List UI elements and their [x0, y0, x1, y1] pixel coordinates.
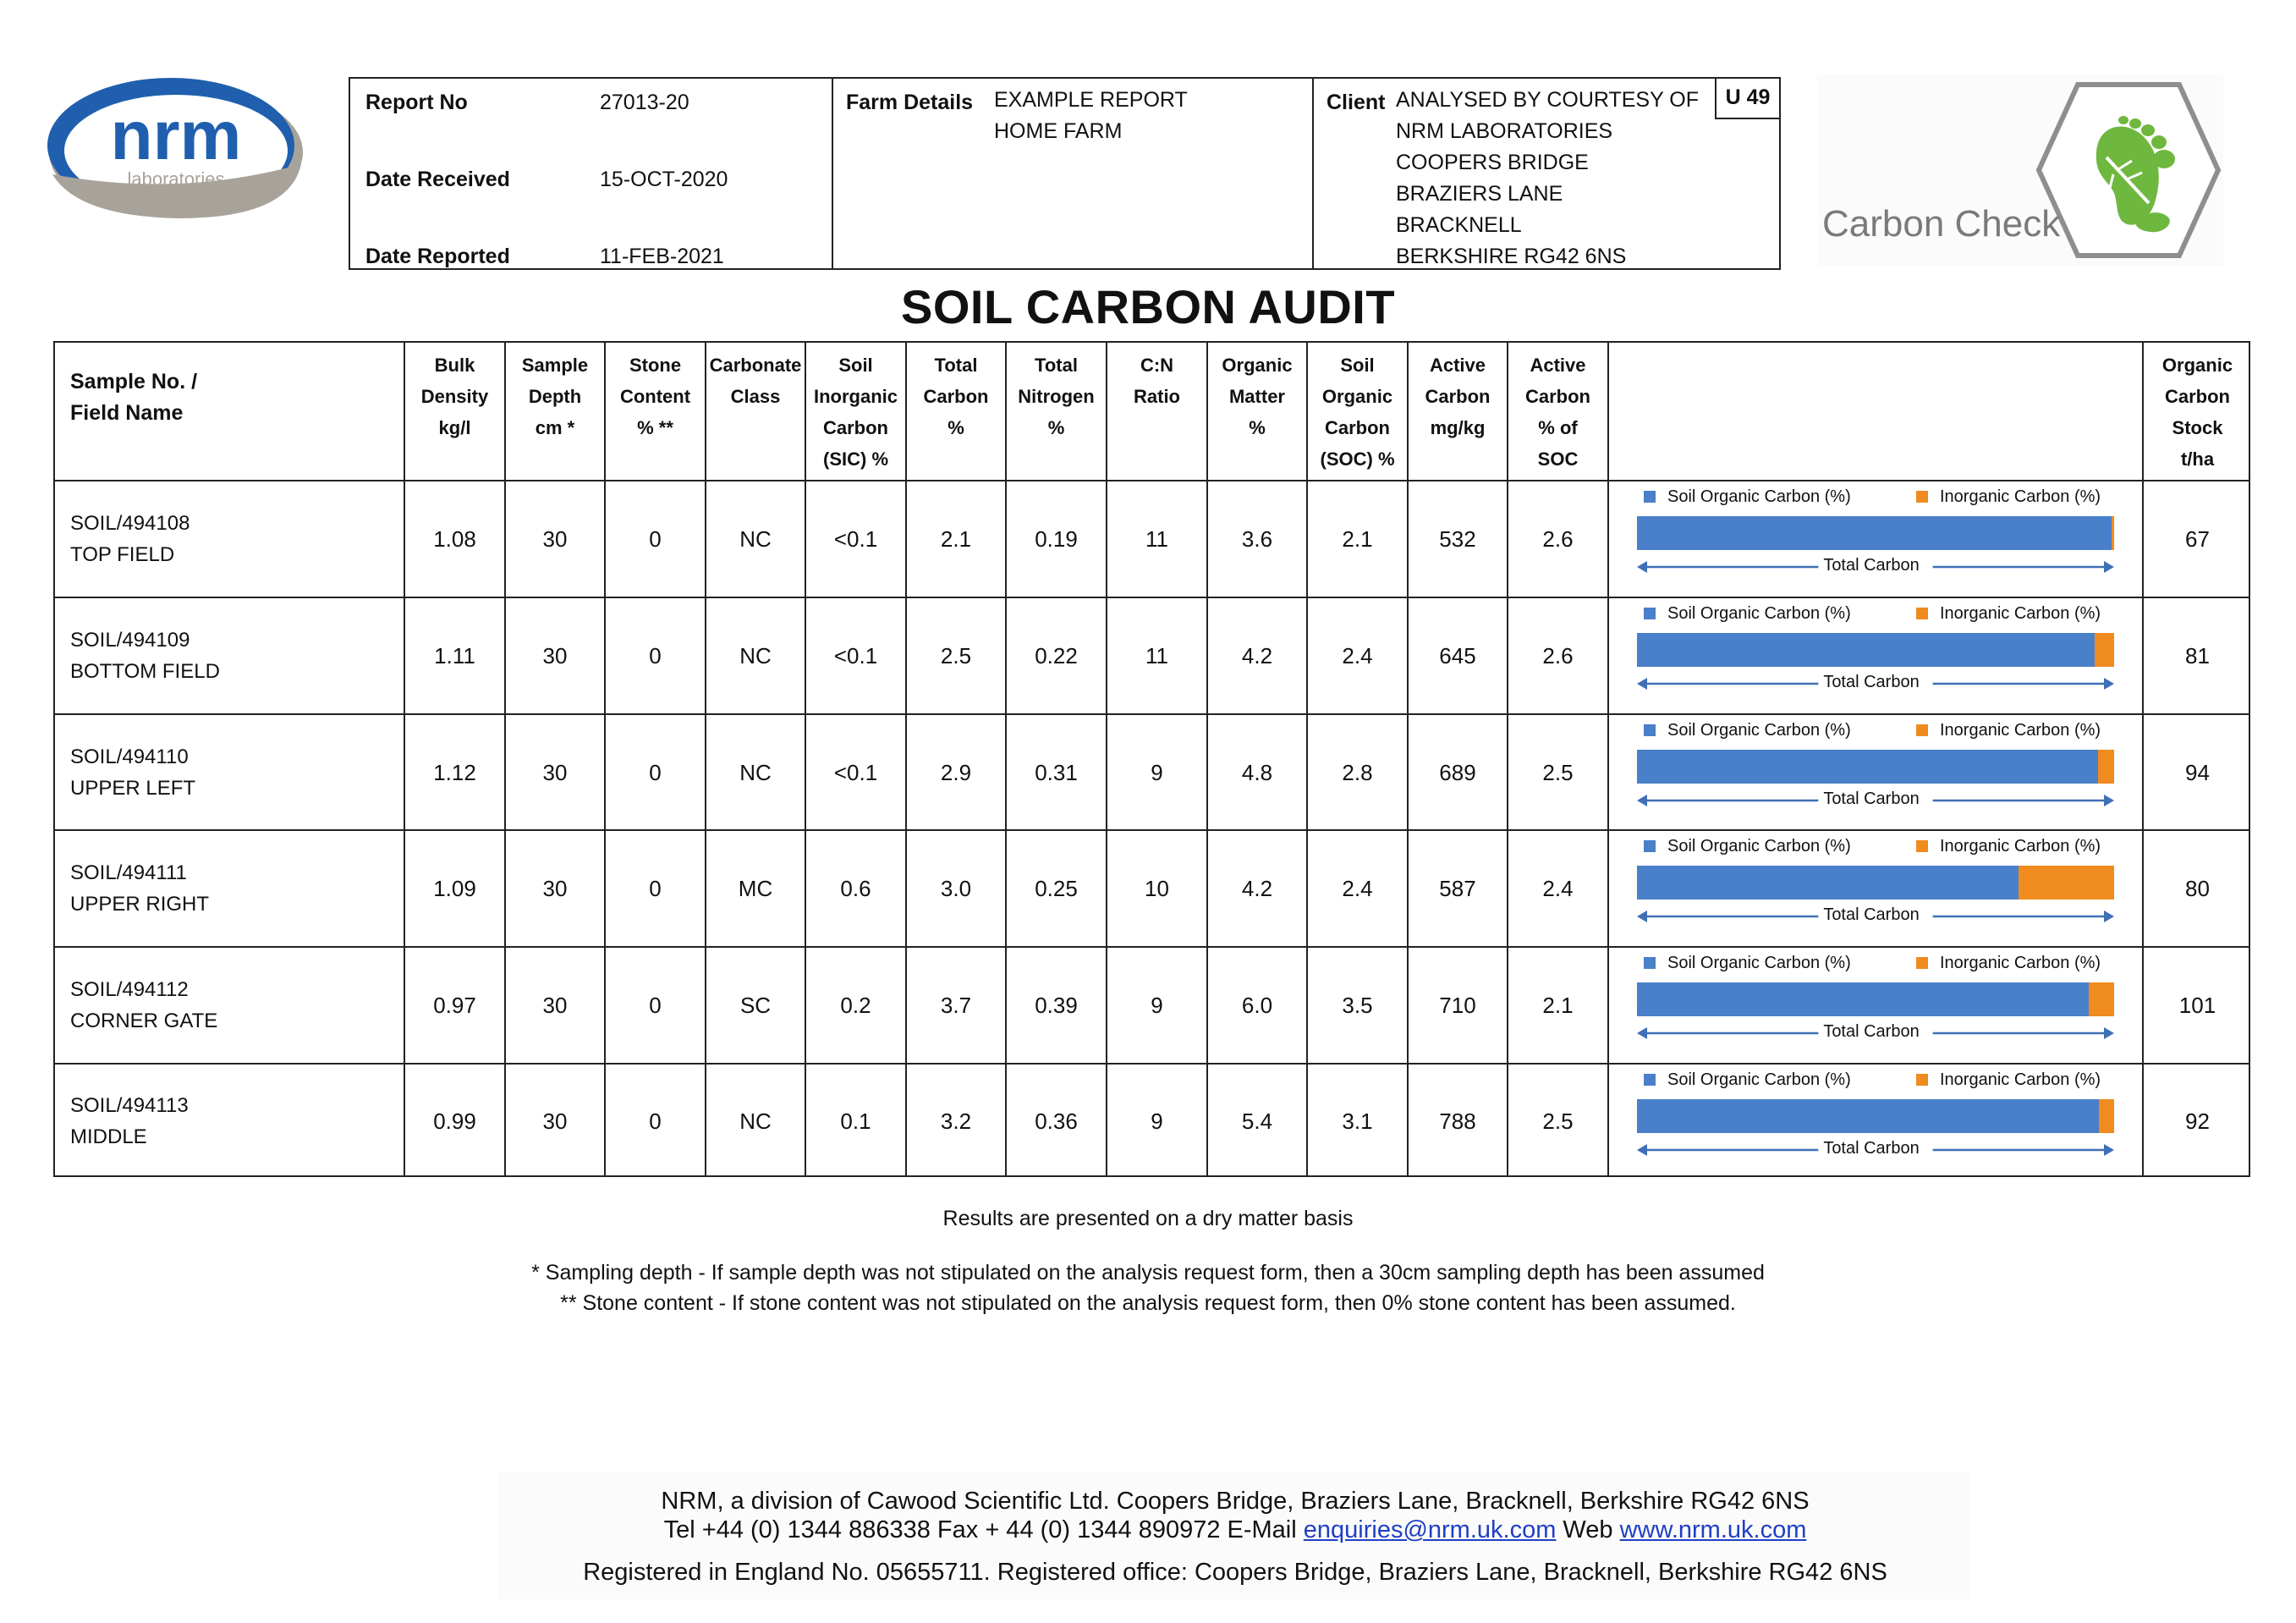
client-line: BERKSHIRE RG42 6NS: [1396, 245, 1627, 268]
carbon-stock-cell: 67: [2185, 526, 2210, 552]
legend-inorganic: [1916, 604, 2101, 624]
carbon-split-chart: [1637, 830, 2114, 947]
sample-name-cell: [70, 508, 190, 570]
value-cell: 0: [649, 643, 662, 668]
carbon-stock-cell: 92: [2185, 1109, 2210, 1134]
svg-text:Carbon Check: Carbon Check: [1822, 203, 2061, 245]
legend-soc-swatch: [1644, 1074, 1656, 1086]
value-cell: 3.6: [1241, 526, 1273, 552]
legend-soc-label: Soil Organic Carbon (%): [1667, 487, 1851, 506]
total-carbon-label: Total Carbon: [1823, 556, 1920, 575]
farm-details-section: [832, 79, 1314, 268]
value-cell: 2.5: [940, 643, 972, 668]
client-line: ANALYSED BY COURTESY OF: [1396, 88, 1699, 112]
soc-bar-segment: [1637, 516, 2112, 550]
farm-line: HOME FARM: [994, 119, 1123, 143]
arrow-head-left: [1637, 911, 1647, 922]
legend-soc: [1644, 721, 1851, 740]
depth-footnote: * Sampling depth - If sample depth was not stipulated on the analysis request form, then a 30cm sampling depth has been assumed: [531, 1261, 1765, 1285]
arrow-head-right: [2104, 561, 2114, 573]
header-line: Organic: [2161, 355, 2233, 376]
website-link[interactable]: www.nrm.uk.com: [1619, 1516, 1807, 1543]
arrow-head-left: [1637, 1144, 1647, 1156]
value-cell: 2.5: [1542, 1109, 1574, 1134]
legend-soc-swatch: [1644, 840, 1656, 852]
company-footer: [499, 1472, 1971, 1599]
value-cell: 0.31: [1035, 759, 1078, 785]
header-line: Carbon: [923, 386, 989, 407]
value-cell: 2.8: [1342, 759, 1373, 785]
total-carbon-span: [1637, 1022, 2114, 1042]
value-cell: 710: [1439, 993, 1476, 1018]
total-carbon-span: [1637, 1139, 2114, 1158]
stone-footnote: ** Stone content - If stone content was not stipulated on the analysis request form, then 0% stone content has been assumed.: [560, 1291, 1736, 1315]
header-column: [404, 349, 505, 443]
header-line: Carbon: [1425, 386, 1491, 407]
value-cell: 0: [649, 759, 662, 785]
value-cell: 0.19: [1035, 526, 1078, 552]
client-line: BRACKNELL: [1396, 213, 1522, 237]
farm-line: EXAMPLE REPORT: [994, 88, 1188, 112]
header-line: Organic: [1222, 355, 1293, 376]
inorganic-bar-segment: [2112, 516, 2114, 550]
farm-details-label: Farm Details: [846, 91, 974, 114]
header-line: Content: [619, 386, 691, 407]
header-line: Soil: [1340, 355, 1375, 376]
inorganic-bar-segment: [2089, 982, 2114, 1016]
value-cell: 2.9: [940, 759, 972, 785]
sample-name-cell: [70, 974, 217, 1037]
value-cell: 0.36: [1035, 1109, 1078, 1134]
legend-soc: [1644, 604, 1851, 624]
value-cell: 3.2: [940, 1109, 972, 1134]
date-reported-value: 11-FEB-2021: [600, 245, 724, 268]
arrow-head-right: [2104, 1027, 2114, 1039]
value-cell: NC: [739, 759, 772, 785]
client-line: NRM LABORATORIES: [1396, 119, 1613, 143]
header-line: (SOC) %: [1320, 448, 1395, 470]
inorganic-bar-segment: [2095, 633, 2114, 667]
header-line: Nitrogen: [1018, 386, 1095, 407]
total-carbon-label: Total Carbon: [1823, 1022, 1920, 1041]
legend-soc-label: Soil Organic Carbon (%): [1667, 721, 1851, 740]
header-line: Carbon: [1325, 417, 1390, 438]
soc-bar-segment: [1637, 866, 2019, 900]
header-carbon-stock: [2143, 349, 2252, 475]
header-line: Ratio: [1134, 386, 1180, 407]
carbon-check-logo: [1817, 74, 2223, 266]
value-cell: 0.6: [840, 876, 871, 901]
header-line: %: [948, 417, 964, 438]
total-carbon-label: Total Carbon: [1823, 1139, 1920, 1158]
value-cell: 0.25: [1035, 876, 1078, 901]
carbon-stock-cell: 80: [2185, 876, 2210, 901]
field-name: MIDDLE: [70, 1125, 147, 1148]
legend-inorganic-label: Inorganic Carbon (%): [1940, 721, 2101, 740]
legend-inorganic: [1916, 837, 2101, 856]
value-cell: 3.7: [940, 993, 972, 1018]
value-cell: 5.4: [1241, 1109, 1273, 1134]
header-line: Carbon: [1525, 386, 1590, 407]
value-cell: 0: [649, 993, 662, 1018]
total-carbon-label: Total Carbon: [1823, 673, 1920, 691]
svg-text:laboratories: laboratories: [127, 168, 225, 190]
total-carbon-span: [1637, 789, 2114, 809]
value-cell: MC: [738, 876, 773, 901]
value-cell: 0.39: [1035, 993, 1078, 1018]
header-line: t/ha: [2180, 448, 2215, 470]
web-label: Web: [1556, 1516, 1620, 1543]
value-cell: 11: [1145, 643, 1168, 668]
field-name: CORNER GATE: [70, 1010, 218, 1032]
value-cell: 3.1: [1342, 1109, 1373, 1134]
legend-soc: [1644, 837, 1851, 856]
arrow-head-right: [2104, 795, 2114, 806]
soc-bar-segment: [1637, 633, 2095, 667]
inorganic-bar-segment: [2098, 750, 2114, 784]
header-line: % **: [637, 417, 673, 438]
value-cell: 1.09: [433, 876, 476, 901]
header-column: [1006, 349, 1107, 443]
carbon-stacked-bar: [1637, 633, 2114, 667]
legend-soc: [1644, 1070, 1851, 1090]
total-carbon-label: Total Carbon: [1823, 905, 1920, 924]
value-cell: 645: [1439, 643, 1476, 668]
value-cell: 0: [649, 526, 662, 552]
header-column: [906, 349, 1006, 443]
report-header-box: [349, 77, 1781, 270]
value-cell: 2.4: [1342, 876, 1373, 901]
value-cell: 9: [1151, 993, 1163, 1018]
carbon-stacked-bar: [1637, 516, 2114, 550]
value-cell: <0.1: [833, 526, 878, 552]
sample-number: SOIL/494112: [70, 978, 189, 1001]
value-cell: 0: [649, 1109, 662, 1134]
header-line: % of: [1538, 417, 1578, 438]
client-label: Client: [1327, 91, 1386, 114]
header-line: Soil: [838, 355, 873, 376]
value-cell: NC: [739, 526, 772, 552]
value-cell: 2.1: [940, 526, 972, 552]
value-cell: 2.1: [1542, 993, 1574, 1018]
value-cell: 30: [542, 1109, 568, 1134]
legend-inorganic-swatch: [1916, 491, 1928, 503]
legend-soc-swatch: [1644, 608, 1656, 619]
header-line: %: [1249, 417, 1266, 438]
total-carbon-span: [1637, 558, 2114, 575]
carbon-stacked-bar: [1637, 1099, 2114, 1133]
value-cell: 4.2: [1241, 876, 1273, 901]
header-column: [1508, 349, 1608, 475]
header-column: [1408, 349, 1508, 443]
carbon-stock-cell: 81: [2185, 643, 2210, 668]
header-column: [805, 349, 906, 475]
carbon-stacked-bar: [1637, 982, 2114, 1016]
inorganic-bar-segment: [2099, 1099, 2114, 1133]
value-cell: 2.4: [1342, 643, 1373, 668]
date-received-value: 15-OCT-2020: [600, 168, 728, 191]
header-line: SOC: [1537, 448, 1579, 470]
value-cell: <0.1: [833, 643, 878, 668]
value-cell: 4.2: [1241, 643, 1273, 668]
nrm-laboratories-logo: [44, 74, 308, 225]
header-column: [505, 349, 605, 443]
header-line: Total: [934, 355, 978, 376]
value-cell: 2.4: [1542, 876, 1574, 901]
email-link[interactable]: enquiries@nrm.uk.com: [1303, 1516, 1557, 1543]
footer-phone-fax: Tel +44 (0) 1344 886338 Fax + 44 (0) 1344 890972 E-Mail: [663, 1516, 1304, 1543]
total-carbon-label: Total Carbon: [1823, 789, 1920, 808]
legend-inorganic-swatch: [1916, 608, 1928, 619]
header-line: (SIC) %: [823, 448, 888, 470]
soc-bar-segment: [1637, 1099, 2099, 1133]
value-cell: 2.6: [1542, 526, 1574, 552]
header-line: kg/l: [438, 417, 471, 438]
legend-soc-swatch: [1644, 724, 1656, 736]
legend-inorganic: [1916, 954, 2101, 973]
value-cell: 689: [1439, 759, 1476, 785]
value-cell: 532: [1439, 526, 1476, 552]
value-cell: 1.11: [434, 643, 475, 668]
legend-inorganic-label: Inorganic Carbon (%): [1940, 954, 2101, 972]
carbon-split-chart: [1637, 714, 2114, 830]
header-line: Density: [420, 386, 489, 407]
report-no-label: Report No: [365, 91, 468, 114]
header-column: [1107, 349, 1207, 412]
carbon-stacked-bar: [1637, 866, 2114, 900]
sample-name-cell: [70, 857, 209, 920]
value-cell: 587: [1439, 876, 1476, 901]
header-line: Inorganic: [813, 386, 898, 407]
legend-soc-label: Soil Organic Carbon (%): [1667, 604, 1851, 623]
value-cell: 788: [1439, 1109, 1476, 1134]
header-line: Carbonate: [709, 355, 802, 376]
value-cell: 0.99: [433, 1109, 476, 1134]
date-reported-label: Date Reported: [365, 245, 510, 268]
value-cell: 6.0: [1241, 993, 1273, 1018]
value-cell: 3.5: [1342, 993, 1373, 1018]
header-line: Active: [1429, 355, 1486, 376]
arrow-head-right: [2104, 911, 2114, 922]
client-line: BRAZIERS LANE: [1396, 182, 1563, 206]
value-cell: 0.1: [840, 1109, 871, 1134]
value-cell: 1.08: [433, 526, 476, 552]
sample-number: SOIL/494109: [70, 629, 190, 652]
header-line: cm *: [535, 417, 575, 438]
value-cell: 2.6: [1542, 643, 1574, 668]
header-line: Class: [730, 386, 781, 407]
value-cell: 1.12: [433, 759, 476, 785]
legend-inorganic: [1916, 1070, 2101, 1090]
carbon-stacked-bar: [1637, 750, 2114, 784]
value-cell: 3.0: [940, 876, 972, 901]
report-no-value: 27013-20: [600, 91, 689, 114]
legend-inorganic-swatch: [1916, 840, 1928, 852]
arrow-head-left: [1637, 561, 1647, 573]
page-title: SOIL CARBON AUDIT: [900, 280, 1396, 333]
carbon-split-chart: [1637, 947, 2114, 1064]
header-column: [1307, 349, 1408, 475]
header-line: mg/kg: [1430, 417, 1486, 438]
value-cell: 0.97: [433, 993, 476, 1018]
value-cell: 2.5: [1542, 759, 1574, 785]
legend-soc-label: Soil Organic Carbon (%): [1667, 837, 1851, 856]
value-cell: 11: [1145, 526, 1168, 552]
legend-inorganic: [1916, 487, 2101, 507]
value-cell: 9: [1151, 759, 1163, 785]
value-cell: 9: [1151, 1109, 1163, 1134]
legend-inorganic-label: Inorganic Carbon (%): [1940, 604, 2101, 623]
sample-number: SOIL/494111: [70, 861, 187, 884]
total-carbon-span: [1637, 905, 2114, 925]
legend-inorganic-label: Inorganic Carbon (%): [1940, 487, 2101, 506]
report-info-section: [350, 79, 833, 268]
legend-inorganic-swatch: [1916, 724, 1928, 736]
legend-soc-swatch: [1644, 957, 1656, 969]
header-line: Stone: [629, 355, 682, 376]
footer-contact: [499, 1516, 1971, 1544]
svg-text:nrm: nrm: [110, 97, 242, 174]
value-cell: 30: [542, 993, 568, 1018]
header-column: [605, 349, 706, 443]
arrow-head-left: [1637, 678, 1647, 690]
client-line: COOPERS BRIDGE: [1396, 151, 1589, 174]
legend-soc: [1644, 487, 1851, 507]
footer-registration: Registered in England No. 05655711. Registered office: Coopers Bridge, Braziers Lane, Bracknell, Berkshire RG42 6NS: [583, 1559, 1887, 1586]
header-line: Sample: [521, 355, 589, 376]
soc-bar-segment: [1637, 750, 2098, 784]
value-cell: 0: [649, 876, 662, 901]
field-name: BOTTOM FIELD: [70, 660, 220, 683]
dry-matter-note: Results are presented on a dry matter basis: [942, 1207, 1354, 1230]
legend-soc-label: Soil Organic Carbon (%): [1667, 954, 1851, 972]
header-line: Matter: [1228, 386, 1285, 407]
sample-number: SOIL/494110: [70, 745, 189, 768]
header-line: Bulk: [434, 355, 475, 376]
footer-address: NRM, a division of Cawood Scientific Ltd. Coopers Bridge, Braziers Lane, Bracknell, Berkshire RG42 6NS: [661, 1488, 1810, 1515]
header-line: Depth: [528, 386, 582, 407]
header-line: Carbon: [823, 417, 888, 438]
header-line: Sample No. /: [70, 370, 198, 393]
report-code-badge: U 49: [1715, 79, 1779, 119]
arrow-head-left: [1637, 795, 1647, 806]
header-line: Stock: [2172, 417, 2223, 438]
value-cell: 10: [1145, 876, 1169, 901]
arrow-head-left: [1637, 1027, 1647, 1039]
sample-name-cell: [70, 624, 220, 687]
value-cell: 30: [542, 643, 568, 668]
value-cell: 30: [542, 759, 568, 785]
field-name: UPPER LEFT: [70, 776, 196, 800]
header-sample-field: [70, 366, 197, 429]
value-cell: 30: [542, 526, 568, 552]
total-carbon-span: [1637, 675, 2114, 692]
carbon-split-chart: [1637, 597, 2114, 714]
value-cell: 2.1: [1342, 526, 1373, 552]
legend-inorganic: [1916, 721, 2101, 740]
header-line: %: [1047, 417, 1065, 438]
value-cell: 0.2: [840, 993, 871, 1018]
date-received-label: Date Received: [365, 168, 510, 191]
carbon-stock-cell: 94: [2185, 759, 2210, 785]
carbon-split-chart: [1637, 481, 2114, 597]
sample-number: SOIL/494108: [70, 512, 190, 535]
value-cell: 30: [542, 876, 568, 901]
legend-inorganic-swatch: [1916, 1074, 1928, 1086]
value-cell: <0.1: [833, 759, 878, 785]
value-cell: SC: [739, 993, 772, 1018]
sample-name-cell: [70, 1090, 189, 1153]
legend-soc-label: Soil Organic Carbon (%): [1667, 1070, 1851, 1089]
header-column: [1207, 349, 1307, 443]
value-cell: 0.22: [1035, 643, 1078, 668]
legend-soc: [1644, 954, 1851, 973]
legend-inorganic-swatch: [1916, 957, 1928, 969]
client-section: [1312, 79, 1779, 268]
field-name: TOP FIELD: [70, 543, 175, 566]
header-line: Carbon: [2165, 386, 2230, 407]
sample-number: SOIL/494113: [70, 1094, 189, 1117]
header-line: Total: [1035, 355, 1078, 376]
sample-name-cell: [70, 741, 195, 804]
header-line: Active: [1530, 355, 1586, 376]
value-cell: NC: [739, 643, 772, 668]
carbon-stock-cell: 101: [2178, 993, 2216, 1018]
legend-soc-swatch: [1644, 491, 1656, 503]
carbon-split-chart: [1637, 1064, 2114, 1179]
value-cell: NC: [739, 1109, 772, 1134]
header-line: C:N: [1140, 355, 1174, 376]
soc-bar-segment: [1637, 982, 2089, 1016]
inorganic-bar-segment: [2019, 866, 2114, 900]
arrow-head-right: [2104, 1144, 2114, 1156]
arrow-head-right: [2104, 678, 2114, 690]
legend-inorganic-label: Inorganic Carbon (%): [1940, 837, 2101, 856]
header-line: Field Name: [70, 401, 184, 425]
header-column: [706, 349, 805, 412]
results-table: [53, 341, 2250, 1177]
legend-inorganic-label: Inorganic Carbon (%): [1940, 1070, 2101, 1089]
header-line: Organic: [1321, 386, 1393, 407]
value-cell: 4.8: [1241, 759, 1273, 785]
field-name: UPPER RIGHT: [70, 893, 210, 916]
